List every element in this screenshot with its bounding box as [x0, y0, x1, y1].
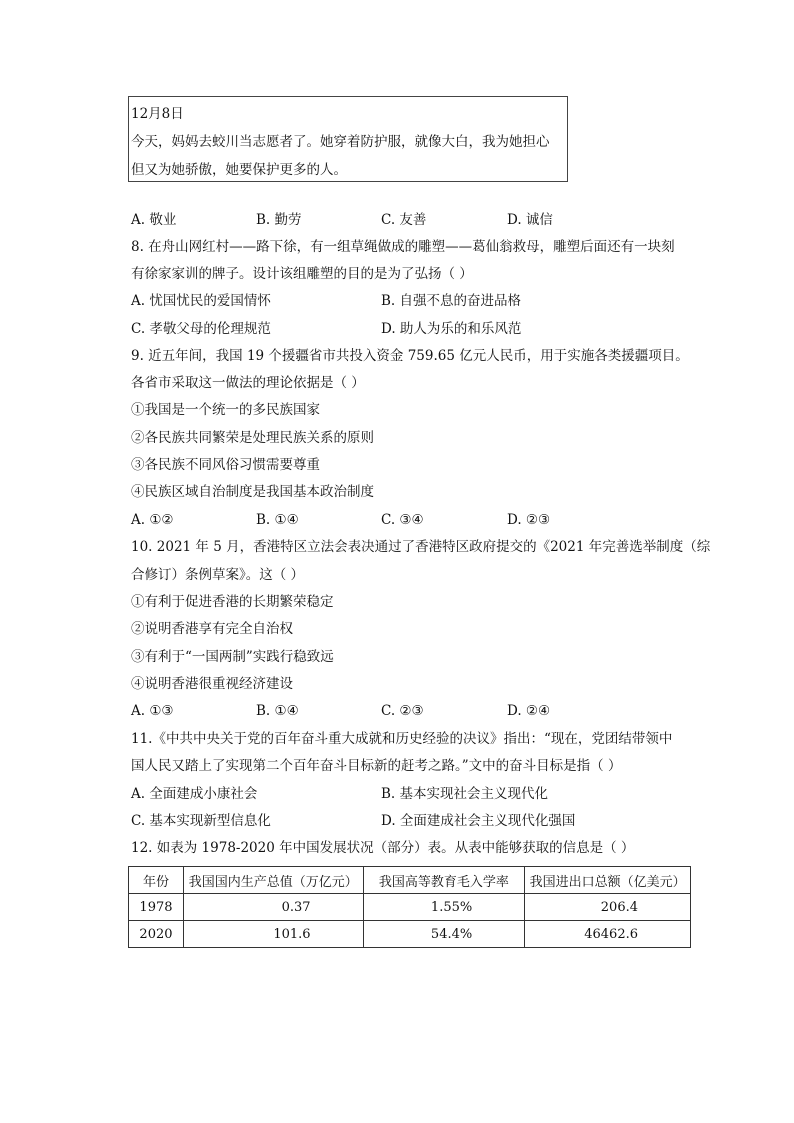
q9-stem-line-1: 9. 近五年间，我国 19 个援疆省市共投入资金 759.65 亿元人民币，用于实施各类援疆项目。 — [131, 348, 689, 364]
q11-option-a: A. 全面建成小康社会 — [131, 786, 258, 802]
q9-statement-3: ③各民族不同风俗习惯需要尊重 — [131, 457, 320, 473]
q8-option-d: D. 助人为乐的和乐风范 — [381, 321, 522, 337]
q7-option-a: A. 敬业 — [131, 212, 177, 228]
q7-option-d: D. 诚信 — [507, 212, 553, 228]
table-header-cell: 我国进出口总额（亿美元） — [525, 867, 691, 894]
q9-option-d: D. ②③ — [507, 512, 551, 528]
q11-option-d: D. 全面建成社会主义现代化强国 — [381, 813, 576, 829]
table-cell: 206.4 — [525, 894, 691, 921]
q9-stem-line-2: 各省市采取这一做法的理论依据是（ ） — [131, 375, 365, 391]
table-cell: 54.4% — [363, 921, 525, 948]
q11-option-b: B. 基本实现社会主义现代化 — [381, 786, 549, 802]
table-cell: 0.37 — [183, 894, 363, 921]
q9-option-a: A. ①② — [131, 512, 174, 528]
table-header-cell: 年份 — [129, 867, 184, 894]
table-cell: 101.6 — [183, 921, 363, 948]
diary-line-1: 今天，妈妈去蛟川当志愿者了。她穿着防护服，就像大白，我为她担心 — [131, 134, 550, 150]
diary-date: 12月8日 — [131, 106, 184, 122]
q8-option-b: B. 自强不息的奋进品格 — [381, 293, 522, 309]
table-cell: 46462.6 — [525, 921, 691, 948]
q8-stem-line-2: 有徐家家训的牌子。设计该组雕塑的目的是为了弘扬（ ） — [131, 266, 473, 282]
q9-option-b: B. ①④ — [256, 512, 299, 528]
table-header-row — [129, 867, 691, 894]
q10-option-b: B. ①④ — [256, 703, 299, 719]
diary-box — [128, 96, 568, 182]
diary-line-2: 但又为她骄傲，她要保护更多的人。 — [131, 162, 347, 178]
table-row — [129, 921, 691, 948]
q10-statement-1: ①有利于促进香港的长期繁荣稳定 — [131, 594, 334, 610]
q10-statement-4: ④说明香港很重视经济建设 — [131, 676, 293, 692]
q10-stem-line-1: 10. 2021 年 5 月，香港特区立法会表决通过了香港特区政府提交的《2021 年完善选举制度（综 — [131, 539, 711, 555]
q8-option-a: A. 忧国忧民的爱国情怀 — [131, 293, 271, 309]
table-cell: 1.55% — [363, 894, 525, 921]
q7-option-b: B. 勤劳 — [256, 212, 302, 228]
q10-option-d: D. ②④ — [507, 703, 551, 719]
q9-statement-4: ④民族区域自治制度是我国基本政治制度 — [131, 484, 374, 500]
q9-statement-2: ②各民族共同繁荣是处理民族关系的原则 — [131, 430, 374, 446]
q8-stem-line-1: 8. 在舟山网红村——路下徐，有一组草绳做成的雕塑——葛仙翁救母，雕塑后面还有一块刻 — [131, 239, 675, 255]
q9-statement-1: ①我国是一个统一的多民族国家 — [131, 402, 320, 418]
table-header-cell: 我国高等教育毛入学率 — [363, 867, 525, 894]
table-row — [129, 894, 691, 921]
development-table — [128, 866, 691, 948]
q9-option-c: C. ③④ — [381, 512, 424, 528]
q7-option-c: C. 友善 — [381, 212, 427, 228]
table-cell: 1978 — [129, 894, 184, 921]
q8-option-c: C. 孝敬父母的伦理规范 — [131, 321, 271, 337]
q10-stem-line-2: 合修订）条例草案》。这（ ） — [131, 567, 305, 583]
q10-option-c: C. ②③ — [381, 703, 424, 719]
q11-stem-line-2: 国人民又踏上了实现第二个百年奋斗目标新的赶考之路。”文中的奋斗目标是指（ ） — [131, 758, 622, 774]
q12-stem: 12. 如表为 1978-2020 年中国发展状况（部分）表。从表中能够获取的信息是（ ） — [131, 840, 635, 856]
q10-statement-2: ②说明香港享有完全自治权 — [131, 621, 293, 637]
q11-option-c: C. 基本实现新型信息化 — [131, 813, 271, 829]
table-cell: 2020 — [129, 921, 184, 948]
q11-stem-line-1: 11.《中共中央关于党的百年奋斗重大成就和历史经验的决议》指出：“现在，党团结带领中 — [131, 731, 673, 747]
q10-option-a: A. ①③ — [131, 703, 174, 719]
q10-statement-3: ③有利于“一国两制”实践行稳致远 — [131, 649, 334, 665]
table-header-cell: 我国国内生产总值（万亿元） — [183, 867, 363, 894]
